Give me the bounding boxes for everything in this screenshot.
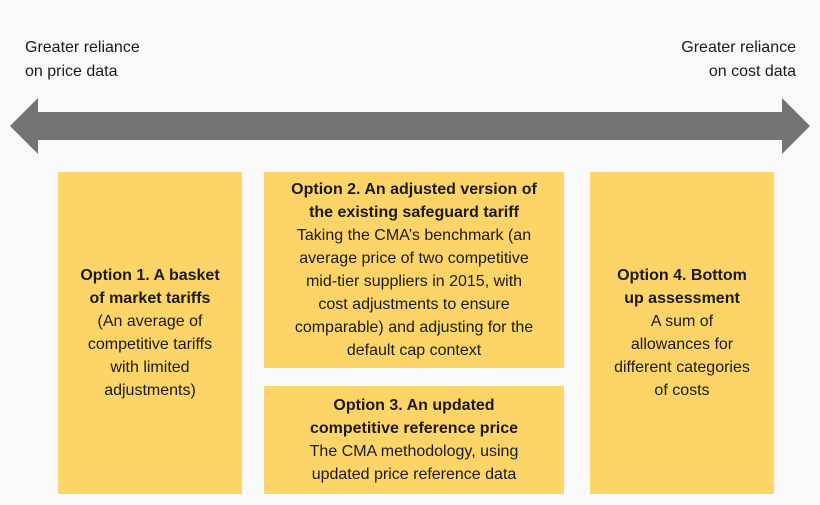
- option-4-title: up assessment: [624, 290, 740, 307]
- option-1-box: [58, 172, 242, 494]
- option-4-description: different categories: [614, 359, 750, 376]
- option-3-description: updated price reference data: [311, 466, 517, 483]
- option-3-box: [264, 386, 564, 494]
- option-2-description: Taking the CMA’s benchmark (an: [296, 227, 532, 244]
- option-4-description: allowances for: [630, 336, 734, 353]
- price-data-label-line: on price data: [25, 63, 118, 80]
- option-2-title: Option 2. An adjusted version of: [291, 181, 537, 198]
- option-2-description: average price of two competitive: [299, 250, 529, 267]
- option-4-box: [590, 172, 774, 494]
- option-1-title: Option 1. A basket: [80, 267, 220, 284]
- double-headed-arrow-shape: [10, 98, 810, 154]
- option-3-description: The CMA methodology, using: [309, 443, 519, 460]
- option-1-description: (An average of: [97, 313, 203, 330]
- option-1-description: competitive tariffs: [87, 336, 213, 353]
- price-data-label: [25, 36, 140, 84]
- cost-data-label-line: Greater reliance: [681, 39, 796, 56]
- option-2-title: the existing safeguard tariff: [309, 204, 519, 221]
- option-2-description: cost adjustments to ensure: [318, 296, 510, 313]
- option-4-title: Option 4. Bottom: [617, 267, 747, 284]
- option-4-description: A sum of: [650, 313, 714, 330]
- option-4-description: of costs: [654, 382, 710, 399]
- option-3-title: competitive reference price: [309, 420, 519, 437]
- price-data-label-line: Greater reliance: [25, 39, 140, 56]
- option-1-description: adjustments): [104, 382, 196, 399]
- cost-data-label: [681, 36, 796, 84]
- option-2-description: mid-tier suppliers in 2015, with: [305, 273, 523, 290]
- option-1-description: with limited: [110, 359, 190, 376]
- option-1-title: of market tariffs: [89, 290, 211, 307]
- option-2-description: comparable) and adjusting for the: [294, 319, 534, 336]
- option-2-description: default cap context: [346, 342, 482, 359]
- option-2-box: [264, 172, 564, 368]
- cost-data-label-line: on cost data: [708, 63, 796, 80]
- option-3-title: Option 3. An updated: [333, 397, 495, 414]
- double-headed-arrow: [10, 98, 810, 154]
